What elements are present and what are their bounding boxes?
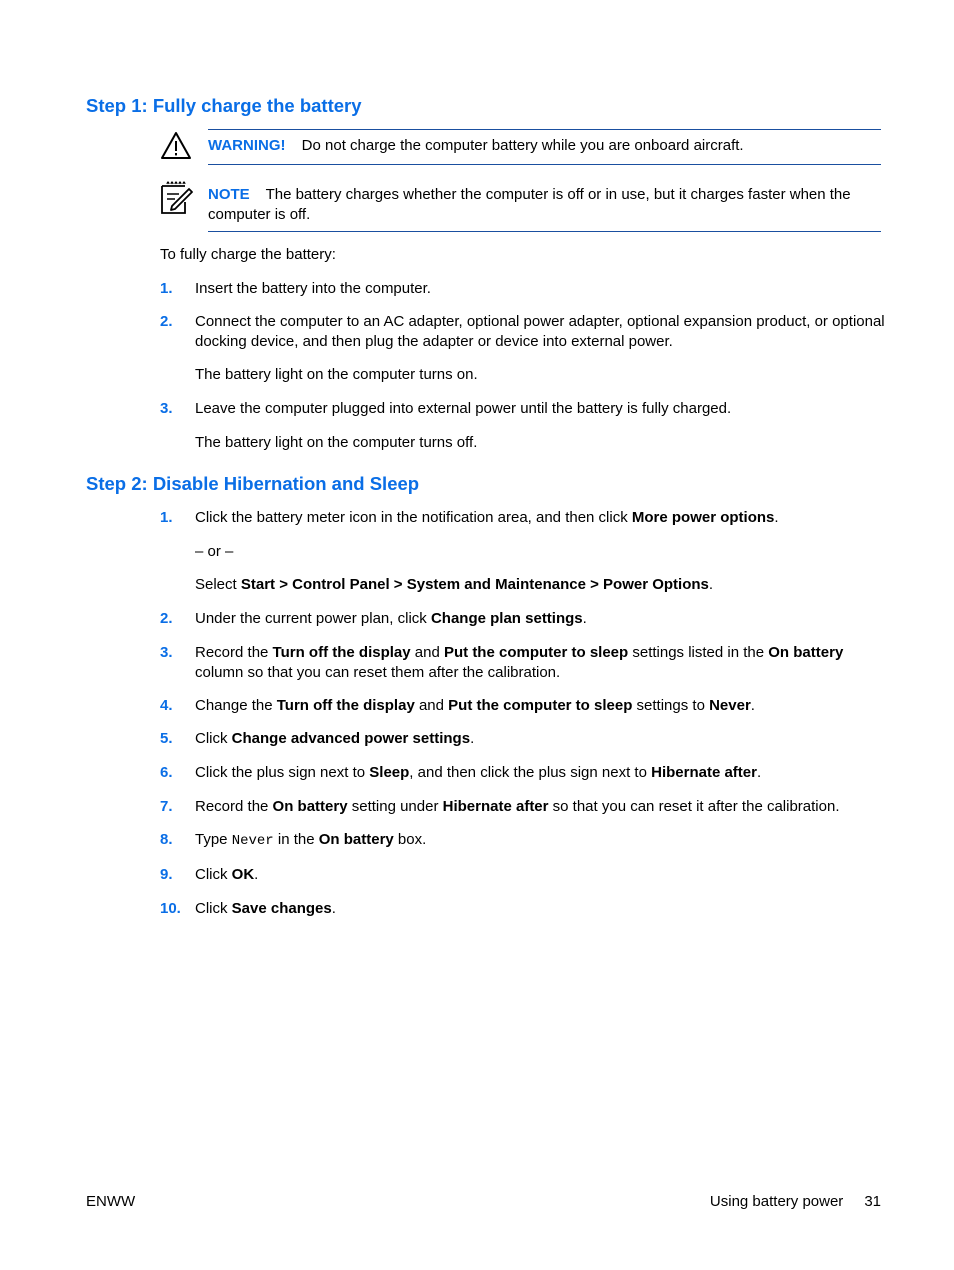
step-number: 4. bbox=[160, 697, 173, 714]
warning-text: Do not charge the computer battery while you are onboard aircraft. bbox=[301, 137, 744, 154]
step-alt-text: Select Start > Control Panel > System and Maintenance > Power Options. bbox=[195, 576, 714, 593]
step-number: 2. bbox=[160, 610, 173, 627]
step-number: 8. bbox=[160, 831, 173, 848]
section-heading-fully-charge: Step 1: Fully charge the battery bbox=[86, 95, 362, 116]
note-text: The battery charges whether the computer is off or in use, but it charges faster when the computer is off. bbox=[208, 186, 851, 223]
note-pencil-icon bbox=[159, 180, 193, 216]
step-number: 6. bbox=[160, 764, 173, 781]
step-text: Record the Turn off the display and Put the computer to sleep settings listed in the On battery column so that you can reset them after the calibration. bbox=[195, 644, 844, 681]
warning-notice bbox=[208, 136, 881, 156]
step-text: Click Change advanced power settings. bbox=[195, 730, 475, 747]
step-text: Leave the computer plugged into external power until the battery is fully charged. bbox=[195, 400, 732, 417]
step-text: Change the Turn off the display and Put the computer to sleep settings to Never. bbox=[195, 697, 755, 714]
warning-bottom-rule bbox=[208, 164, 881, 165]
step-text: Record the On battery setting under Hibernate after so that you can reset it after the calibration. bbox=[195, 798, 840, 815]
step-text: Click Save changes. bbox=[195, 900, 336, 917]
step-result-text: The battery light on the computer turns on. bbox=[195, 366, 478, 383]
note-label: NOTE bbox=[208, 186, 250, 203]
step-number: 9. bbox=[160, 866, 173, 883]
step-number: 5. bbox=[160, 730, 173, 747]
step-number: 3. bbox=[160, 644, 173, 661]
step-number: 7. bbox=[160, 798, 173, 815]
footer-section-title: Using battery power bbox=[709, 1193, 844, 1210]
step-number: 3. bbox=[160, 400, 173, 417]
warning-triangle-icon bbox=[160, 131, 192, 161]
step-text: Under the current power plan, click Change plan settings. bbox=[195, 610, 587, 627]
charge-intro: To fully charge the battery: bbox=[160, 246, 336, 263]
step-number: 10. bbox=[160, 900, 181, 917]
step-text: Click the plus sign next to Sleep, and then click the plus sign next to Hibernate after. bbox=[195, 764, 762, 781]
section-heading-disable-hibernation: Step 2: Disable Hibernation and Sleep bbox=[86, 473, 420, 494]
page-number: 31 bbox=[864, 1193, 881, 1210]
or-separator: – or – bbox=[195, 543, 234, 560]
step-text: Insert the battery into the computer. bbox=[195, 280, 431, 297]
note-bottom-rule bbox=[208, 231, 881, 232]
step-number: 1. bbox=[160, 509, 173, 526]
step-text: Click the battery meter icon in the notification area, and then click More power options. bbox=[195, 509, 779, 526]
step-number: 1. bbox=[160, 280, 173, 297]
step-result-text: The battery light on the computer turns off. bbox=[195, 434, 478, 451]
warning-label: WARNING! bbox=[208, 137, 286, 154]
footer-right bbox=[710, 1192, 881, 1212]
note-notice bbox=[208, 185, 881, 225]
step-text: Type Never in the On battery box. bbox=[195, 831, 427, 849]
footer-left: ENWW bbox=[86, 1193, 136, 1210]
step-text: Connect the computer to an AC adapter, optional power adapter, optional expansion product, or optional docking device, and then plug the adapter or device into external power. bbox=[195, 313, 885, 350]
step-number: 2. bbox=[160, 313, 173, 330]
warning-top-rule bbox=[208, 129, 881, 130]
step-text: Click OK. bbox=[195, 866, 259, 883]
